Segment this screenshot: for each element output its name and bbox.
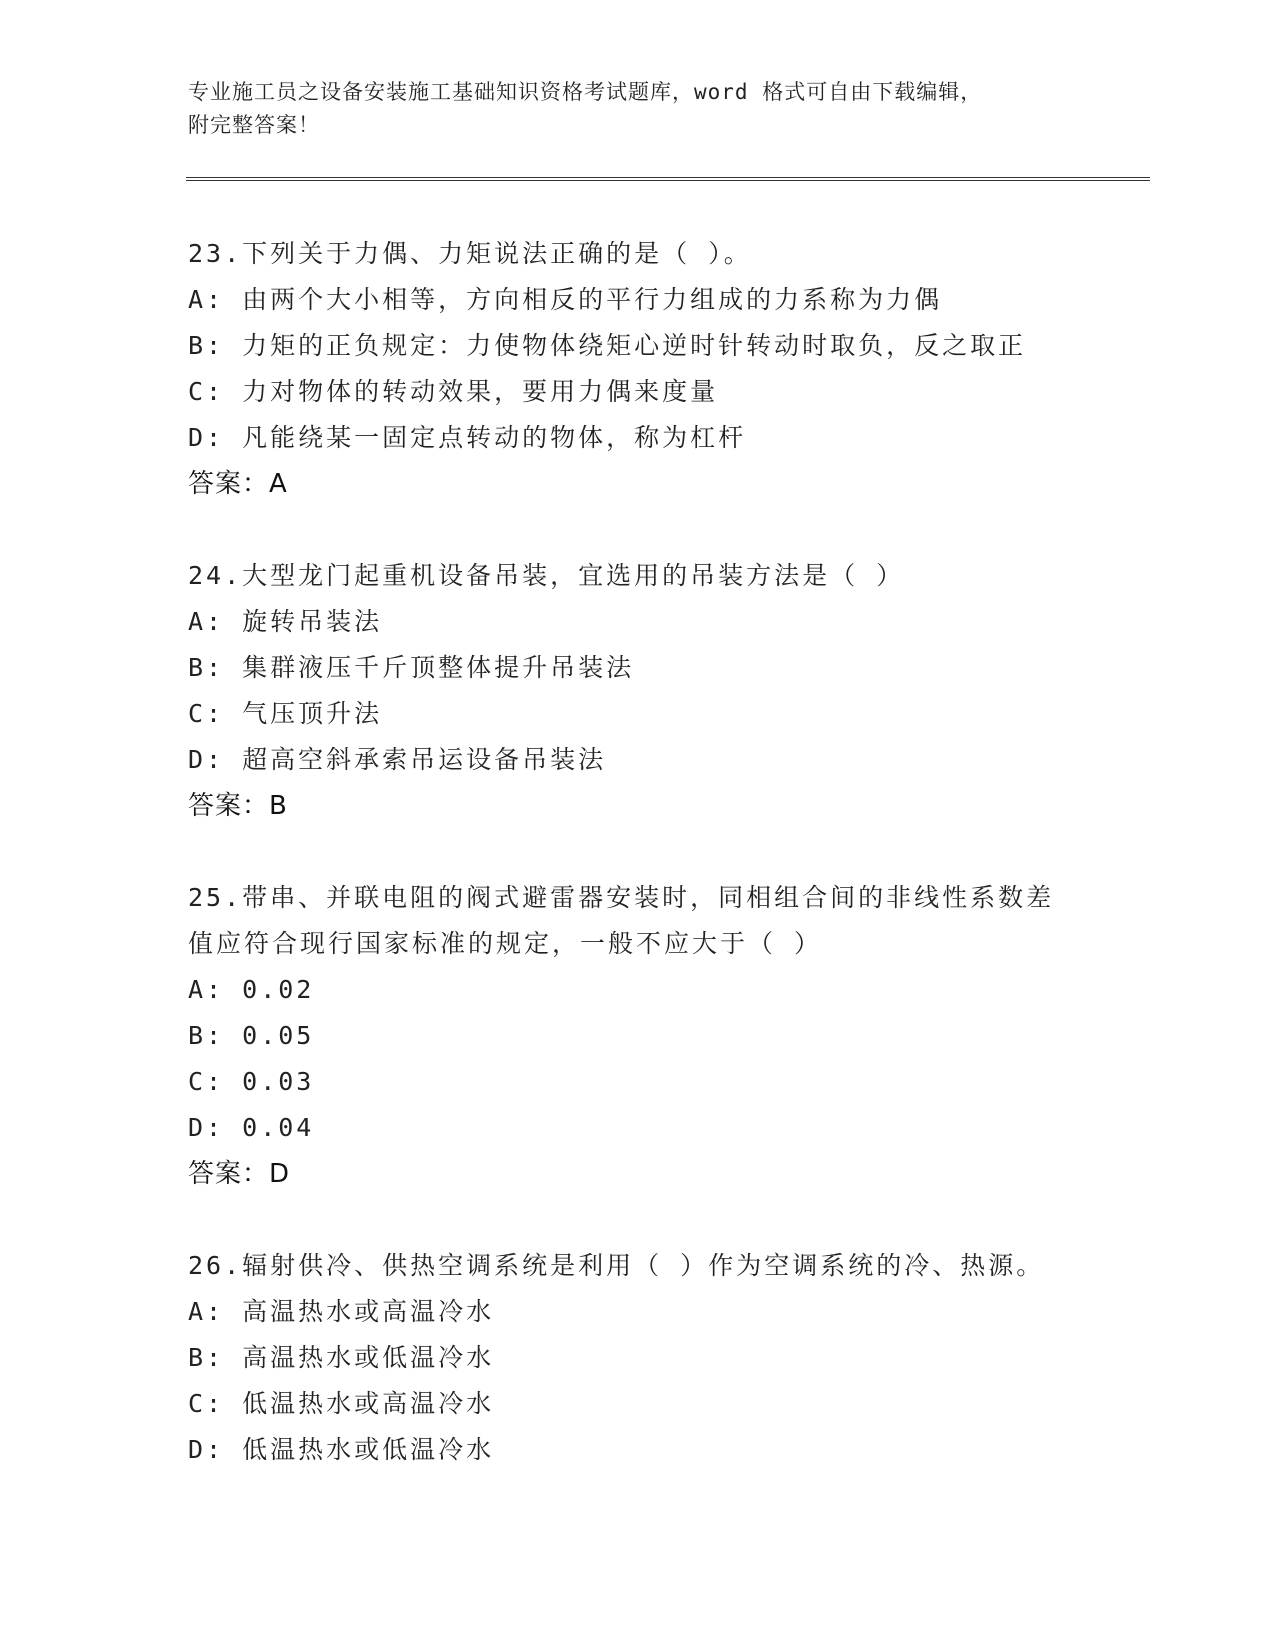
- answer-label: 答案：D: [188, 1159, 291, 1189]
- option-b: B: 力矩的正负规定：力使物体绕矩心逆时针转动时取负，反之取正: [188, 331, 1027, 360]
- option-d: D: 超高空斜承索吊运设备吊装法: [188, 745, 607, 774]
- answer-label: 答案：B: [188, 791, 288, 821]
- option-c: C: 0.03: [188, 1067, 315, 1096]
- question-25: [188, 875, 1088, 1197]
- header-line-1: 专业施工员之设备安装施工基础知识资格考试题库，word 格式可自由下载编辑，: [188, 80, 983, 104]
- option-a: A: 高温热水或高温冷水: [188, 1297, 495, 1326]
- option-a: A: 旋转吊装法: [188, 607, 383, 636]
- answer-label: 答案：A: [188, 469, 288, 499]
- header-divider: [186, 177, 1150, 181]
- question-stem-line-1: 25.带串、并联电阻的阀式避雷器安装时，同相组合间的非线性系数差: [188, 883, 1055, 912]
- option-c: C: 低温热水或高温冷水: [188, 1389, 495, 1418]
- option-a: A: 0.02: [188, 975, 315, 1004]
- question-24: [188, 553, 1088, 829]
- option-d: D: 0.04: [188, 1113, 315, 1142]
- question-26: [188, 1243, 1088, 1473]
- question-stem-line-2: 值应符合现行国家标准的规定，一般不应大于（ ）: [188, 929, 823, 958]
- option-c: C: 气压顶升法: [188, 699, 383, 728]
- header-line-2: 附完整答案！: [188, 113, 320, 137]
- option-b: B: 0.05: [188, 1021, 315, 1050]
- option-c: C: 力对物体的转动效果，要用力偶来度量: [188, 377, 719, 406]
- question-stem: 26.辐射供冷、供热空调系统是利用（ ）作为空调系统的冷、热源。: [188, 1251, 1045, 1280]
- option-b: B: 高温热水或低温冷水: [188, 1343, 495, 1372]
- question-stem: 24.大型龙门起重机设备吊装，宜选用的吊装方法是（ ）: [188, 561, 905, 590]
- question-23: [188, 231, 1088, 507]
- document-header: [188, 76, 1088, 142]
- option-d: D: 凡能绕某一固定点转动的物体，称为杠杆: [188, 423, 747, 452]
- option-d: D: 低温热水或低温冷水: [188, 1435, 495, 1464]
- option-b: B: 集群液压千斤顶整体提升吊装法: [188, 653, 635, 682]
- option-a: A: 由两个大小相等，方向相反的平行力组成的力系称为力偶: [188, 285, 943, 314]
- question-stem: 23.下列关于力偶、力矩说法正确的是（ ）。: [188, 239, 752, 268]
